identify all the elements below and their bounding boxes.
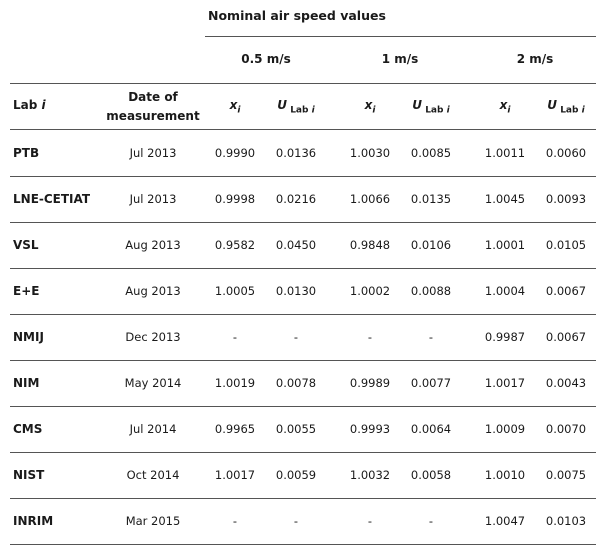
u-value-cell: 0.0060 (545, 146, 587, 160)
u-value-cell: 0.0216 (275, 192, 317, 206)
u-value-cell: 0.0058 (410, 468, 452, 482)
group-header-2: 2 m/s (516, 52, 554, 66)
x-value-cell: 1.0004 (484, 284, 526, 298)
x-value-cell: 1.0030 (349, 146, 391, 160)
u-value-cell: 0.0078 (275, 376, 317, 390)
x-value-cell: 1.0010 (484, 468, 526, 482)
x-value-cell: 1.0017 (484, 376, 526, 390)
lab-cell: INRIM (13, 514, 54, 528)
x-value-cell: 1.0005 (214, 284, 256, 298)
u-value-cell: 0.0103 (545, 514, 587, 528)
x-value-cell: 0.9993 (349, 422, 391, 436)
u-value-cell: - (293, 514, 299, 528)
header-top-rule (10, 83, 596, 84)
u-value-cell: 0.0135 (410, 192, 452, 206)
x-value-cell: 1.0011 (484, 146, 526, 160)
date-cell: Jul 2013 (129, 192, 177, 206)
u-value-cell: 0.0088 (410, 284, 452, 298)
group-header-1: 1 m/s (381, 52, 419, 66)
x-value-cell: 0.9582 (214, 238, 256, 252)
table-row (10, 268, 596, 315)
u-value-cell: 0.0070 (545, 422, 587, 436)
x-value-cell: 1.0009 (484, 422, 526, 436)
u-value-cell: 0.0077 (410, 376, 452, 390)
lab-cell: E+E (13, 284, 40, 298)
date-cell: May 2014 (124, 376, 182, 390)
lab-cell: NIST (13, 468, 45, 482)
lab-cell: LNE-CETIAT (13, 192, 91, 206)
column-header-u-2: U $_{Lab i}$ (547, 98, 585, 116)
group-rule (205, 36, 596, 37)
column-header-x-1: $x_i$ (364, 98, 376, 116)
column-header-x-2: $x_i$ (499, 98, 511, 116)
x-value-cell: 1.0019 (214, 376, 256, 390)
x-value-cell: 1.0017 (214, 468, 256, 482)
column-header-lab: Lab i (13, 98, 46, 112)
lab-cell: NIM (13, 376, 40, 390)
u-value-cell: 0.0106 (410, 238, 452, 252)
u-value-cell: - (428, 514, 434, 528)
u-value-cell: 0.0085 (410, 146, 452, 160)
group-header-0-5: 0.5 m/s (241, 52, 291, 66)
table-title: Nominal air speed values (208, 8, 386, 23)
x-value-cell: 0.9989 (349, 376, 391, 390)
date-cell: Jul 2014 (129, 422, 177, 436)
column-header-u-1: U $_{Lab i}$ (412, 98, 450, 116)
date-cell: Dec 2013 (125, 330, 181, 344)
table-row (10, 130, 596, 177)
u-value-cell: 0.0075 (545, 468, 587, 482)
date-cell: Jul 2013 (129, 146, 177, 160)
u-value-cell: 0.0105 (545, 238, 587, 252)
x-value-cell: - (232, 330, 238, 344)
date-cell: Mar 2015 (125, 514, 181, 528)
column-header-x-0-5: $x_i$ (229, 98, 241, 116)
u-value-cell: 0.0136 (275, 146, 317, 160)
lab-cell: NMIJ (13, 330, 44, 344)
table-row (10, 176, 596, 223)
u-value-cell: - (293, 330, 299, 344)
x-value-cell: 1.0032 (349, 468, 391, 482)
x-value-cell: 1.0045 (484, 192, 526, 206)
lab-cell: CMS (13, 422, 43, 436)
x-value-cell: 0.9965 (214, 422, 256, 436)
table-row (10, 314, 596, 361)
u-value-cell: 0.0130 (275, 284, 317, 298)
date-cell: Oct 2014 (126, 468, 180, 482)
x-value-cell: - (232, 514, 238, 528)
u-value-cell: 0.0450 (275, 238, 317, 252)
u-value-cell: 0.0093 (545, 192, 587, 206)
date-cell: Aug 2013 (125, 238, 181, 252)
u-value-cell: 0.0067 (545, 284, 587, 298)
table-row (10, 406, 596, 453)
table-row (10, 452, 596, 499)
column-header-date: Date of measurement (106, 90, 200, 123)
x-value-cell: 0.9848 (349, 238, 391, 252)
u-value-cell: 0.0055 (275, 422, 317, 436)
u-value-cell: 0.0059 (275, 468, 317, 482)
lab-cell: VSL (13, 238, 39, 252)
u-value-cell: 0.0064 (410, 422, 452, 436)
column-header-u-0-5: U $_{Lab i}$ (277, 98, 315, 116)
table-row (10, 222, 596, 269)
x-value-cell: 1.0001 (484, 238, 526, 252)
x-value-cell: - (367, 330, 373, 344)
u-value-cell: 0.0067 (545, 330, 587, 344)
x-value-cell: 0.9990 (214, 146, 256, 160)
table-row (10, 498, 596, 545)
x-value-cell: 1.0002 (349, 284, 391, 298)
x-value-cell: 0.9998 (214, 192, 256, 206)
table-row (10, 360, 596, 407)
x-value-cell: 0.9987 (484, 330, 526, 344)
x-value-cell: 1.0047 (484, 514, 526, 528)
x-value-cell: 1.0066 (349, 192, 391, 206)
x-value-cell: - (367, 514, 373, 528)
u-value-cell: - (428, 330, 434, 344)
date-cell: Aug 2013 (125, 284, 181, 298)
u-value-cell: 0.0043 (545, 376, 587, 390)
lab-cell: PTB (13, 146, 40, 160)
